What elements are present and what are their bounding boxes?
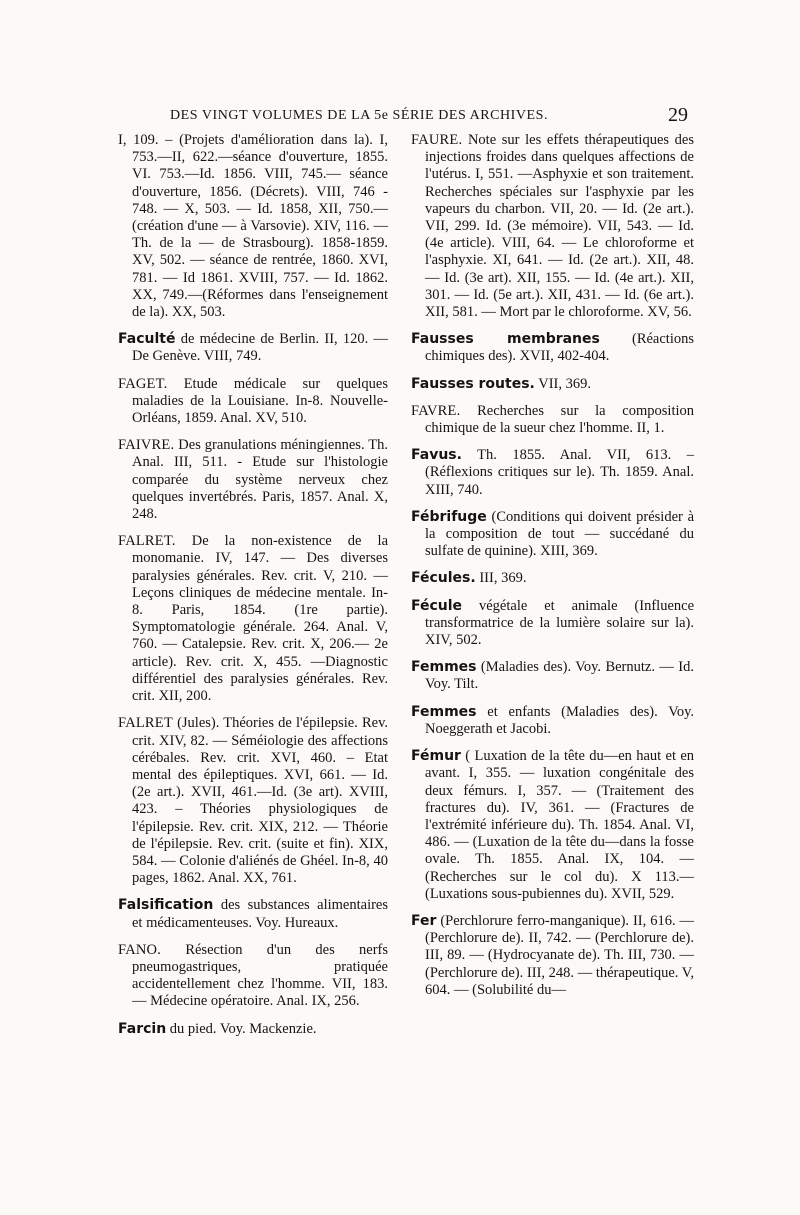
entry-text: Des granulations méningiennes. Th. Anal. III, 511. - Etude sur l'histologie comparée du système nerveux chez quelques invertébrés. Paris, 1857. Anal. X, 248.: [132, 437, 388, 523]
entry-headword: FAVRE.: [411, 402, 461, 419]
index-entry: [411, 132, 694, 321]
left-column: [118, 132, 388, 1048]
index-entry: [118, 942, 388, 1011]
index-entry: [411, 598, 694, 650]
index-entry: [411, 376, 694, 393]
index-entry: [411, 570, 694, 587]
entry-headword: FAIVRE.: [118, 437, 175, 454]
entry-headword: FALRET: [118, 715, 173, 732]
index-entry: [411, 509, 694, 561]
entry-headword: Fémur: [411, 748, 461, 765]
index-entry: [118, 897, 388, 931]
entry-text: (Réactions chimiques des). XVII, 402-404.: [425, 331, 694, 365]
entry-headword: Farcin: [118, 1020, 167, 1037]
running-head-title: DES VINGT VOLUMES DE LA 5e SÉRIE DES ARCHIVES.: [170, 108, 549, 123]
entry-headword: Fausses routes.: [411, 375, 535, 392]
entry-text: des substances alimentaires et médicamenteuses. Voy. Hureaux.: [132, 897, 389, 931]
entry-text: Résection d'un des nerfs pneumogastriques, pratiquée accidentellement chez l'homme. VII, 183. — Médecine opératoire. Anal. IX, 256.: [132, 941, 389, 1010]
index-entry: [411, 913, 694, 999]
entry-headword: Femmes: [411, 703, 477, 720]
index-entry: [411, 403, 694, 437]
entry-text: (Maladies des). Voy. Bernutz. — Id. Voy. Tilt.: [425, 659, 695, 693]
entry-text: (Jules). Théories de l'épilepsie. Rev. crit. XIV, 82. — Séméiologie des affections cérébales. Rev. crit. XVI, 460. – Etat mental des épileptiques. XVI, 661. — Id. (2e art.). XVII, 461.—Id. (3e art). XVIII, 423. – Théories physiologiques de l'épilepsie. Rev. crit. XIX, 212. — Théorie de l'épilepsie. Rev. crit. (suite et fin). XIX, 584. — Colonie d'aliénés de Ghéel. In-8, 40 pages, 1862. Anal. XX, 761.: [132, 715, 389, 887]
entry-text: et enfants (Maladies des). Voy. Noeggerath et Jacobi.: [425, 703, 695, 737]
entry-text: ( Luxation de la tête du—en haut et en avant. I, 355. — luxation congénitale des deux fémurs. I, 357. — (Traitement des fractures du). IV, 361. — (Fractures de l'extrémité inférieure du). Th. 1854. Anal. VI, 486. — (Luxation de la tête du—dans la fosse ovale. Th. 1855. Anal. IX, 104. — (Recherches sur le col du). X 113.— (Luxations sous-pubiennes du). XVII, 529.: [425, 748, 695, 902]
index-entry: [411, 659, 694, 693]
index-entry: [118, 437, 388, 523]
entry-headword: Falsification: [118, 897, 214, 914]
entry-headword: FAURE.: [411, 132, 463, 148]
entry-headword: Fébrifuge: [411, 508, 487, 525]
entry-headword: Faculté: [118, 331, 176, 348]
index-entry: [411, 331, 694, 365]
entry-text: Etude médicale sur quelques maladies de la Louisiane. In-8. Nouvelle-Orléans, 1859. Anal. XV, 510.: [132, 375, 388, 427]
index-entry: [411, 704, 694, 738]
index-entry: [118, 533, 388, 705]
entry-text: du pied. Voy. Mackenzie.: [169, 1020, 317, 1037]
index-entry: [118, 715, 388, 887]
entry-text: Th. 1855. Anal. VII, 613. – (Réflexions critiques sur le). Th. 1859. Anal. XIII, 740.: [425, 447, 694, 498]
entry-headword: Fausses membranes: [411, 331, 600, 348]
entry-text: Note sur les effets thérapeutiques des injections froides dans quelques affections de l'utérus. I, 551. —Asphyxie et son traitement. Recherches spéciales sur l'asphyxie par les vapeurs du charbon. VII, 20. — Id. (2e art.). VII, 299. Id. (3e mémoire). VII, 543. — Id. (4e article). VIII, 64. — Le chloroforme et l'asphyxie. XI, 641. — Id. (2e art.). XII, 48. — Id. (3e art). XII, 155. — Id. (4e art.). XII, 301. — Id. (5e art.). XII, 431. — Id. (6e art.). XII, 581. — Mort par le chloroforme. XV, 56.: [425, 132, 695, 321]
entry-text: (Conditions qui doivent présider à la composition de tout — succédané du sulfate de quinine). XIII, 369.: [425, 508, 695, 560]
index-entry: [411, 447, 694, 499]
entry-text: De la non-existence de la monomanie. IV, 147. — Des diverses paralysies générales. Rev. crit. V, 210. — Leçons cliniques de médecine mentale. In-8. Paris, 1854. (1re partie). Symptomatologie générale. 264. Anal. V, 760. — Catalepsie. Rev. crit. X, 206.— 2e article). Rev. crit. X, 455. —Diagnostic différentiel des paralysies générales. Rev. crit. XII, 200.: [132, 533, 388, 705]
index-entry: [118, 132, 388, 321]
index-entry: [118, 376, 388, 428]
entry-headword: FALRET.: [118, 533, 176, 550]
entry-headword: Favus.: [411, 447, 462, 464]
entry-text: de médecine de Berlin. II, 120. — De Genève. VIII, 749.: [132, 331, 389, 365]
right-column: [411, 132, 694, 1009]
entry-text: III, 369.: [479, 570, 527, 587]
entry-headword: FANO.: [118, 941, 162, 958]
entry-headword: Fécules.: [411, 570, 476, 587]
running-head: [170, 104, 688, 128]
entry-text: (Perchlorure ferro-manganique). II, 616. — (Perchlorure de). II, 742. — (Perchlorure de). III, 89. — (Hydrocyanate de). Th. III, 730. — (Perchlorure de). III, 248. — thérapeutique. V, 604. — (Solubilité du—: [425, 912, 694, 998]
entry-text: I, 109. – (Projets d'amélioration dans la). I, 753.—II, 622.—séance d'ouverture, 1855. VI. 753.—Id. 1856. VIII, 745.— séance d'ouverture, 1856. (Décrets). VIII, 746 - 748. — X, 503. — Id. 1858, XII, 750.—(création d'une — à Varsovie). XIV, 116. — Th. de la — de Strasbourg). 1858-1859. XV, 502. — séance de rentrée, 1860. XVI, 781. — Id 1861. XVIII, 757. — Id. 1862. XX, 749.—(Réformes dans l'enseignement de la). XX, 503.: [118, 132, 388, 321]
entry-text: VII, 369.: [538, 375, 591, 392]
index-entry: [118, 1021, 388, 1038]
entry-headword: Fer: [411, 912, 437, 929]
entry-text: Recherches sur la composition chimique de la sueur chez l'homme. II, 1.: [425, 402, 694, 437]
entry-headword: FAGET.: [118, 375, 168, 392]
entry-headword: Femmes: [411, 659, 477, 676]
entry-text: végétale et animale (Influence transformatrice de la lumière solaire sur la). XIV, 502.: [425, 597, 695, 649]
index-entry: [118, 331, 388, 365]
index-entry: [411, 748, 694, 903]
page-number: 29: [668, 104, 688, 126]
entry-headword: Fécule: [411, 597, 463, 614]
